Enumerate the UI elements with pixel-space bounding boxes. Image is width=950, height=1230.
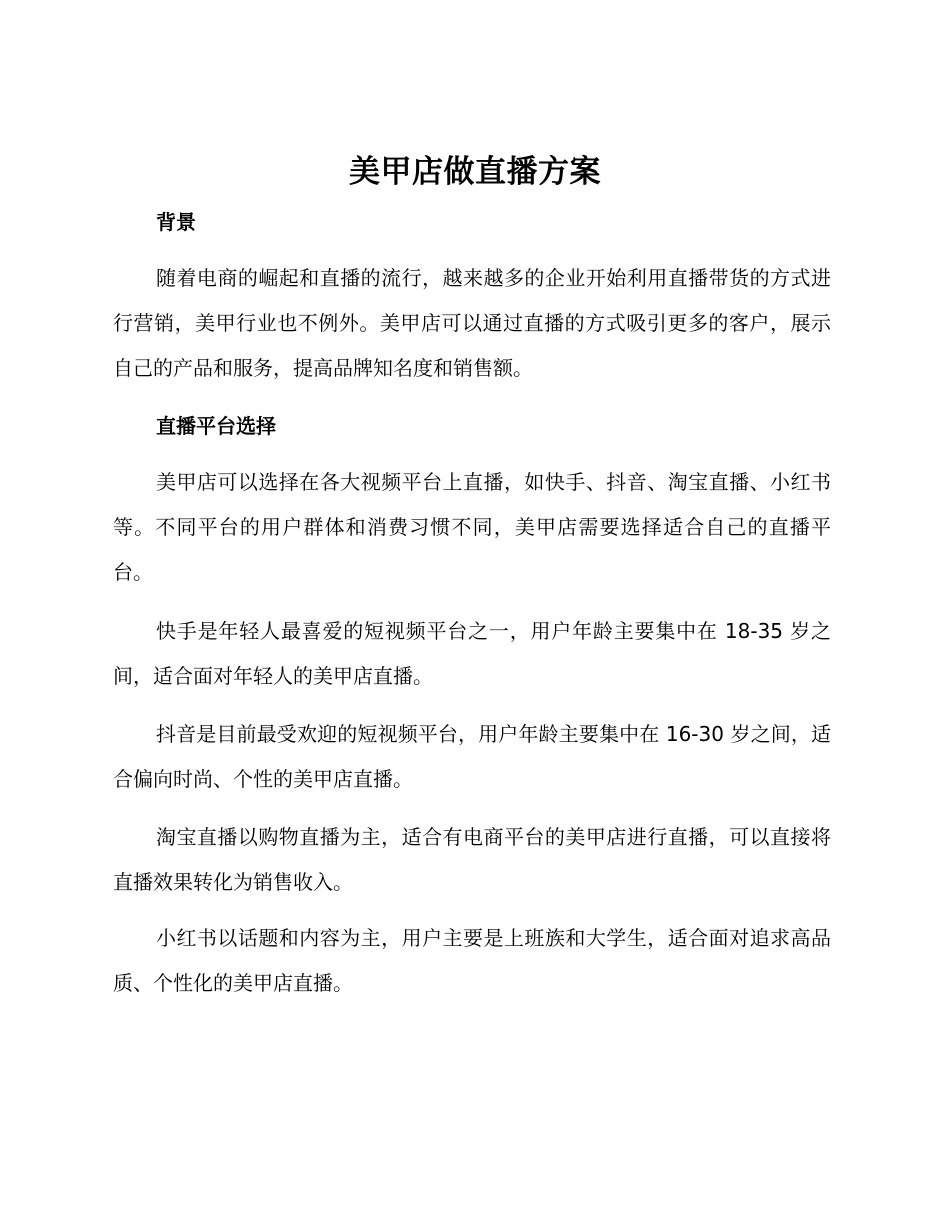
paragraph-platform-intro: 美甲店可以选择在各大视频平台上直播，如快手、抖音、淘宝直播、小红书等。不同平台的用户群体和消费习惯不同，美甲店需要选择适合自己的直播平台。 (113, 470, 831, 584)
document-title: 美甲店做直播方案 (349, 154, 601, 190)
paragraph-kuaishou: 快手是年轻人最喜爱的短视频平台之一，用户年龄主要集中在 18-35 岁之间，适合面对年轻人的美甲店直播。 (113, 619, 831, 688)
paragraph-xiaohongshu: 小红书以话题和内容为主，用户主要是上班族和大学生，适合面对追求高品质、个性化的美甲店直播。 (113, 926, 831, 995)
section-heading-background: 背景 (156, 210, 196, 234)
paragraph-taobao-live: 淘宝直播以购物直播为主，适合有电商平台的美甲店进行直播，可以直接将直播效果转化为销售收入。 (113, 825, 831, 894)
paragraph-douyin: 抖音是目前最受欢迎的短视频平台，用户年龄主要集中在 16-30 岁之间，适合偏向时尚、个性的美甲店直播。 (113, 722, 831, 791)
section-heading-platform: 直播平台选择 (156, 414, 276, 438)
paragraph-background: 随着电商的崛起和直播的流行，越来越多的企业开始利用直播带货的方式进行营销，美甲行业也不例外。美甲店可以通过直播的方式吸引更多的客户，展示自己的产品和服务，提高品牌知名度和销售额。 (113, 266, 831, 380)
